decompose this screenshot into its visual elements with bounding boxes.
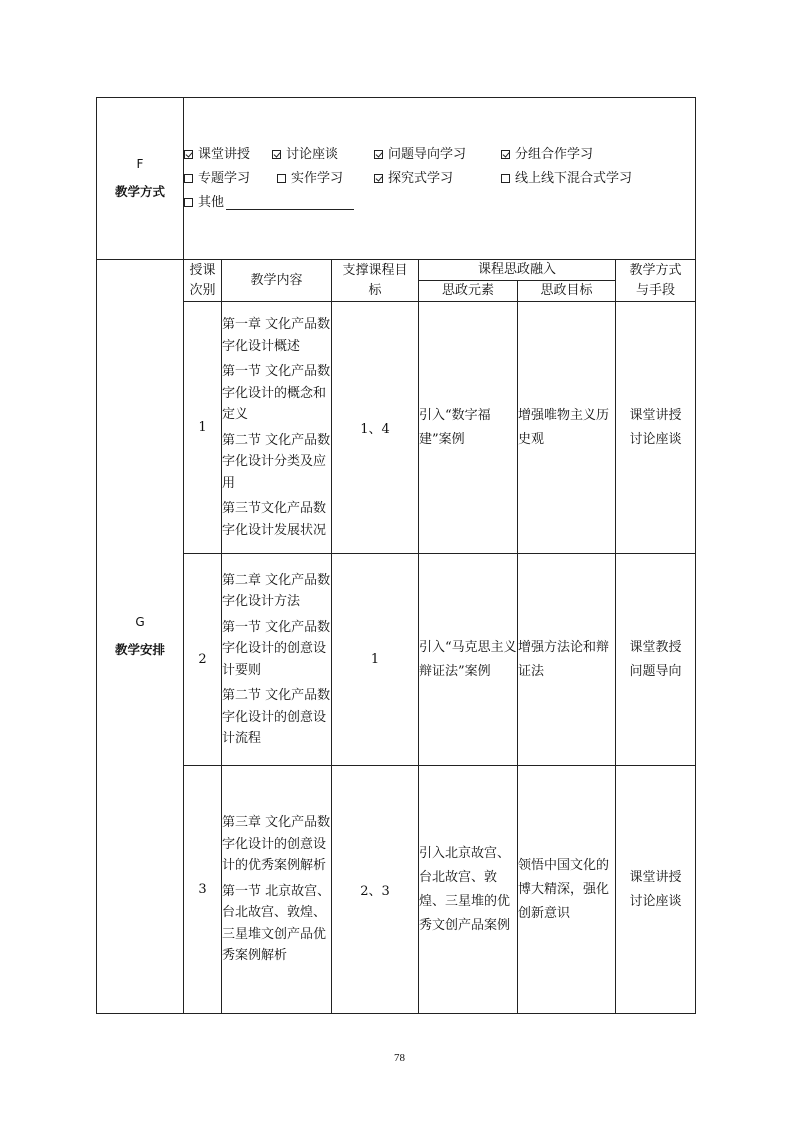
section-f-title: 教学方式 (114, 184, 165, 200)
checkbox-icon[interactable] (374, 150, 383, 159)
section-f-row (97, 98, 696, 260)
method-option[interactable]: 分组合作学习 (501, 143, 593, 167)
method-cell: 课堂教授问题导向 (616, 554, 696, 766)
content-line: 第一节 文化产品数字化设计的创意设计要则 (222, 619, 331, 678)
checkbox-icon[interactable] (501, 150, 510, 159)
section-g-title: 教学安排 (114, 642, 165, 658)
method-option[interactable]: 实作学习 (277, 167, 374, 191)
section-f-letter: F (136, 157, 144, 172)
checkbox-icon[interactable] (277, 174, 286, 183)
methods-row-1 (184, 143, 695, 167)
objectives-cell: 1 (332, 554, 419, 766)
content-cell (222, 302, 332, 554)
checkbox-icon[interactable] (374, 174, 383, 183)
checkbox-icon[interactable] (184, 150, 193, 159)
table-row (97, 554, 696, 766)
content-line: 第二节 文化产品数字化设计分类及应用 (222, 432, 331, 491)
checkbox-icon[interactable] (272, 150, 281, 159)
content-cell (222, 554, 332, 766)
checkbox-icon[interactable] (501, 174, 510, 183)
session-number: 3 (184, 766, 222, 1014)
method-option[interactable]: 问题导向学习 (374, 143, 501, 167)
other-blank-field[interactable] (226, 195, 354, 210)
header-objectives: 支撑课程目标 (332, 260, 419, 302)
content-line: 第三章 文化产品数字化设计的创意设计的优秀案例解析 (222, 815, 331, 874)
table-row (97, 766, 696, 1014)
content-line: 第三节文化产品数字化设计发展状况 (222, 501, 327, 538)
methods-row-3 (184, 191, 695, 215)
content-cell (222, 766, 332, 1014)
header-session: 授课次别 (184, 260, 222, 302)
session-number: 1 (184, 302, 222, 554)
content-line: 第一节 北京故宫、台北故宫、敦煌、三星堆文创产品优秀案例解析 (222, 883, 331, 964)
content-line: 第二节 文化产品数字化设计的创意设计流程 (222, 688, 331, 746)
ideology-element: 引入北京故宫、台北故宫、敦煌、三星堆的优秀文创产品案例 (419, 766, 518, 1014)
header-method: 教学方式与手段 (616, 260, 696, 302)
page-number: 78 (394, 1052, 405, 1064)
header-content: 教学内容 (222, 260, 332, 302)
method-option[interactable]: 讨论座谈 (272, 143, 374, 167)
content-line: 第一节 文化产品数字化设计的概念和定义 (222, 364, 331, 422)
ideology-goal: 领悟中国文化的博大精深，强化创新意识 (518, 766, 616, 1014)
method-option[interactable]: 专题学习 (184, 167, 277, 191)
teaching-methods (184, 98, 696, 260)
method-option[interactable]: 线上线下混合式学习 (501, 167, 632, 191)
section-f-label (97, 98, 184, 260)
method-option[interactable]: 课堂讲授 (184, 143, 272, 167)
ideology-goal: 增强唯物主义历史观 (518, 302, 616, 554)
ideology-goal: 增强方法论和辩证法 (518, 554, 616, 766)
header-goals: 思政目标 (518, 281, 616, 302)
method-cell: 课堂讲授讨论座谈 (616, 302, 696, 554)
section-g-label (97, 260, 184, 1014)
method-option-other[interactable]: 其他 (184, 191, 354, 215)
ideology-element: 引入“马克思主义辩证法”案例 (419, 554, 518, 766)
header-elements: 思政元素 (419, 281, 518, 302)
methods-row-2 (184, 167, 695, 191)
table-row (97, 302, 696, 554)
session-number: 2 (184, 554, 222, 766)
objectives-cell: 2、3 (332, 766, 419, 1014)
header-ideology: 课程思政融入 (419, 260, 616, 281)
checkbox-icon[interactable] (184, 174, 193, 183)
section-g-letter: G (135, 615, 145, 630)
method-option[interactable]: 探究式学习 (374, 167, 501, 191)
checkbox-icon[interactable] (184, 198, 193, 207)
course-table (96, 97, 696, 1014)
content-line: 第二章 文化产品数字化设计方法 (222, 572, 331, 609)
ideology-element: 引入“数字福建”案例 (419, 302, 518, 554)
method-cell: 课堂讲授讨论座谈 (616, 766, 696, 1014)
content-line: 第一章 文化产品数字化设计概述 (222, 317, 331, 354)
objectives-cell: 1、4 (332, 302, 419, 554)
g-header-row-1 (97, 260, 696, 281)
